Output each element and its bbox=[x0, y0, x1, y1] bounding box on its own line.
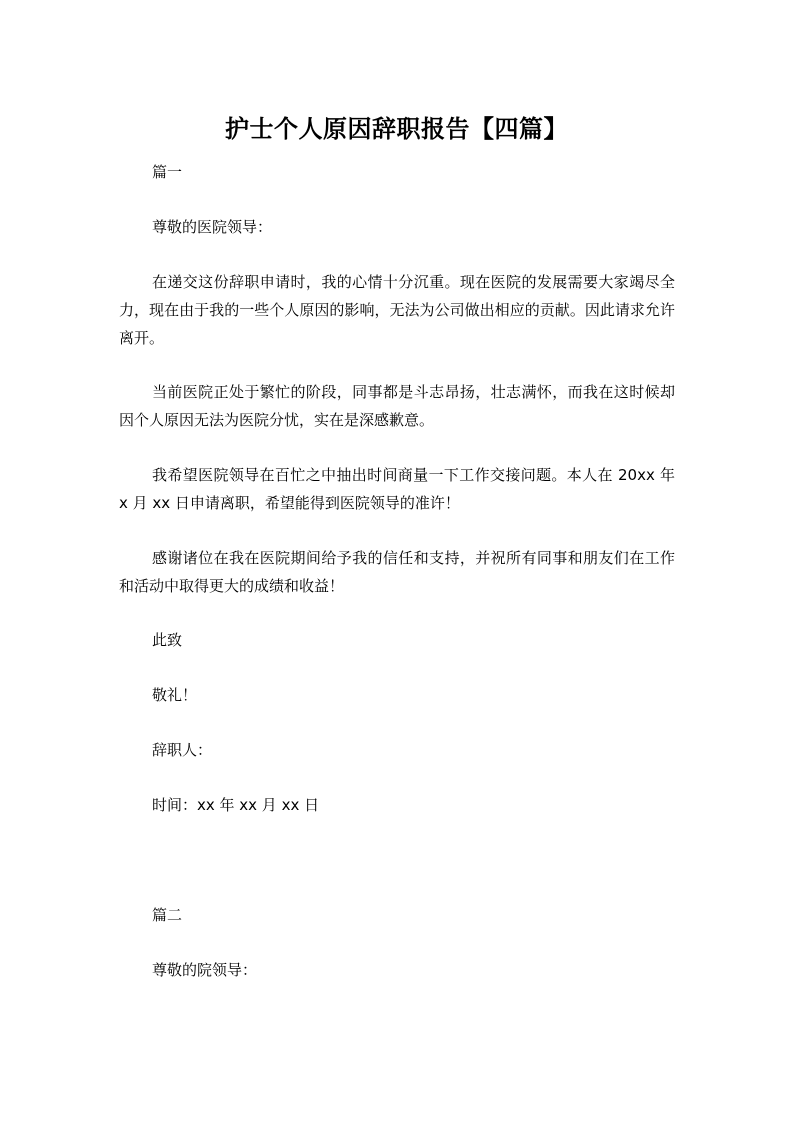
regards-line: 敬礼！ bbox=[152, 686, 198, 704]
section-two-heading: 篇二 bbox=[152, 906, 183, 924]
section-one-salutation: 尊敬的医院领导： bbox=[152, 218, 273, 236]
date-line: 时间：xx 年 xx 月 xx 日 bbox=[152, 796, 320, 814]
section-two-salutation: 尊敬的院领导： bbox=[152, 961, 258, 979]
closing-line: 此致 bbox=[152, 631, 183, 649]
section-one-paragraph-2: 当前医院正处于繁忙的阶段，同事都是斗志昂扬，壮志满怀，而我在这时候却因个人原因无法为医院分忧，实在是深感歉意。 bbox=[119, 383, 675, 429]
section-one-paragraph-4: 感谢诸位在我在医院期间给予我的信任和支持，并祝所有同事和朋友们在工作和活动中取得更大的成绩和收益！ bbox=[119, 549, 675, 595]
document-title: 护士个人原因辞职报告【四篇】 bbox=[225, 115, 568, 143]
section-one-paragraph-1: 在递交这份辞职申请时，我的心情十分沉重。现在医院的发展需要大家竭尽全力，现在由于我的一些个人原因的影响，无法为公司做出相应的贡献。因此请求允许离开。 bbox=[119, 273, 675, 347]
signature-line: 辞职人： bbox=[152, 741, 213, 759]
section-one-paragraph-3: 我希望医院领导在百忙之中抽出时间商量一下工作交接问题。本人在 20xx 年 x 月 xx 日申请离职，希望能得到医院领导的准许！ bbox=[119, 466, 675, 512]
section-one-heading: 篇一 bbox=[152, 163, 183, 181]
